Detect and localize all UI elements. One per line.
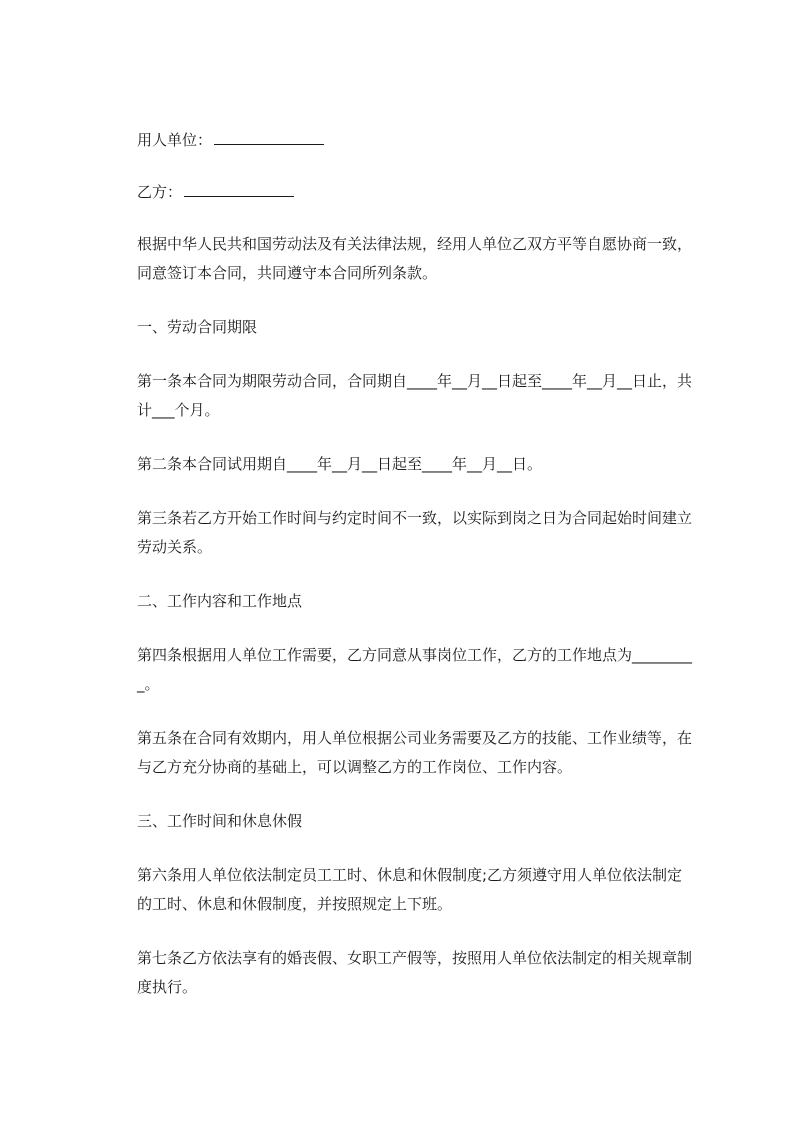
party-b-field [137,178,697,207]
article-3: 第三条若乙方开始工作时间与约定时间不一致，以实际到岗之日为合同起始时间建立劳动关系。 [137,509,693,556]
employer-blank-line [214,130,324,145]
article-5: 第五条在合同有效期内，用人单位根据公司业务需要及乙方的技能、工作业绩等，在与乙方充分协商的基础上，可以调整乙方的工作岗位、工作内容。 [137,729,693,776]
employer-label: 用人单位： [137,131,213,149]
article-7: 第七条乙方依法享有的婚丧假、女职工产假等，按照用人单位依法制定的相关规章制度执行。 [137,949,693,996]
article-2: 第二条本合同试用期自____年__月__日起至____年__月__日。 [137,455,543,473]
party-b-label: 乙方： [137,183,183,201]
party-b-blank-line [184,182,294,197]
article-4: 第四条根据用人单位工作需要，乙方同意从事岗位工作，乙方的工作地点为_________。 [137,646,693,693]
article-1: 第一条本合同为期限劳动合同，合同期自____年__月__日起至____年__月__日止，共计___个月。 [137,372,693,419]
intro-paragraph: 根据中华人民共和国劳动法及有关法律法规，经用人单位乙双方平等自愿协商一致，同意签订本合同，共同遵守本合同所列条款。 [137,235,693,282]
section-title-work-content: 二、工作内容和工作地点 [137,592,303,610]
section-title-contract-term: 一、劳动合同期限 [137,318,258,336]
employer-field [137,126,697,155]
section-title-work-hours: 三、工作时间和休息休假 [137,812,303,830]
article-6: 第六条用人单位依法制定员工工时、休息和休假制度;乙方须遵守用人单位依法制定的工时、休息和休假制度，并按照规定上下班。 [137,866,683,913]
contract-body [137,126,697,1027]
